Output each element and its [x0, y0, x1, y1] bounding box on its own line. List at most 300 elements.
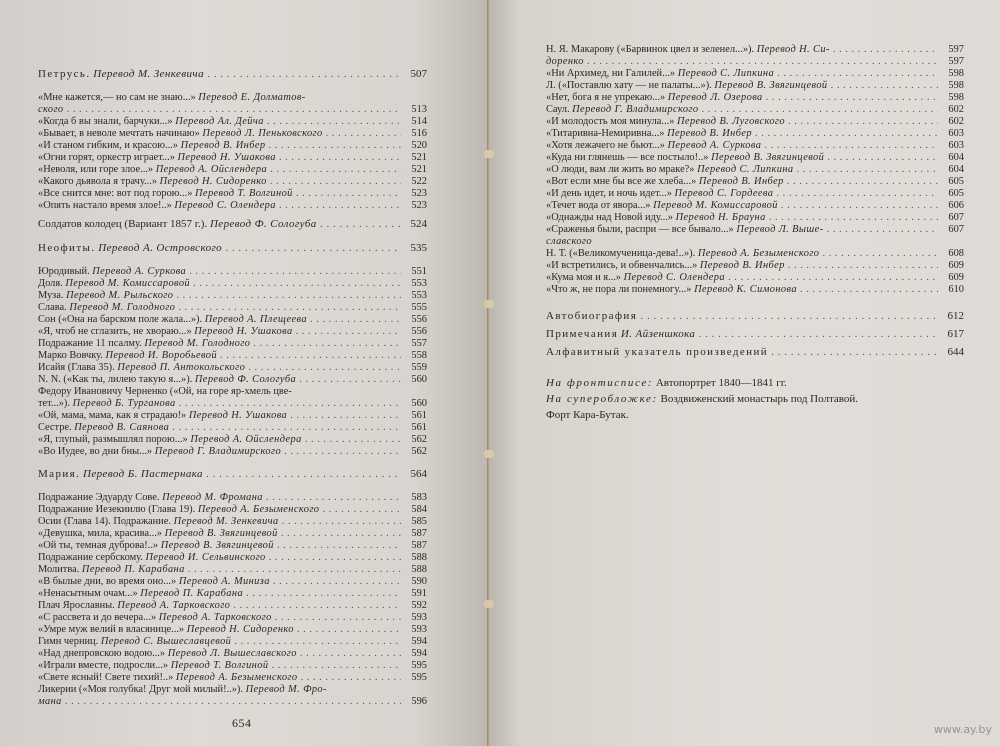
toc-entry	[38, 564, 427, 576]
note-text: Автопортрет 1840—1841 гг.	[655, 377, 787, 389]
entry-translator: Перевод Н. Сидоренко	[186, 624, 294, 635]
entry-page-number: 556	[411, 314, 427, 325]
toc-entry-text	[38, 552, 401, 564]
toc-entry	[546, 44, 964, 56]
toc-entry-text	[38, 386, 401, 398]
toc-entry-text	[38, 350, 401, 362]
toc-entry-text	[38, 636, 401, 648]
toc-entry	[38, 92, 427, 104]
entry-title: N. N. («Как ты, лилею такую я...»).	[38, 374, 193, 385]
toc-entry	[38, 164, 427, 176]
binding-thread	[484, 450, 494, 458]
entry-page-number: 556	[411, 326, 427, 337]
entry-translator: Перевод А. Безыменского	[197, 504, 320, 515]
toc-entry-text	[546, 44, 938, 56]
toc-entry	[38, 422, 427, 434]
entry-translator: Перевод Л. Озерова	[667, 92, 763, 103]
toc-entry-text	[546, 80, 938, 92]
entry-page-number: 553	[411, 278, 427, 289]
entry-page-number: 587	[411, 528, 427, 539]
toc-entry-text	[38, 104, 401, 116]
note-label: На суперобложке:	[546, 393, 658, 405]
entry-page-number: 553	[411, 290, 427, 301]
toc-entry-text	[38, 266, 401, 278]
entry-translator: Перевод М. Комиссаровой	[653, 200, 778, 211]
toc-entry	[38, 278, 427, 290]
entry-title: Подражание 11 псалму.	[38, 338, 142, 349]
toc-entry	[38, 290, 427, 302]
toc-entry-text	[38, 410, 401, 422]
toc-entry-text	[38, 446, 401, 458]
toc-entry-text	[38, 302, 401, 314]
entry-translator: Перевод С. Гордеева	[674, 188, 774, 199]
entry-page-number: 609	[948, 260, 964, 271]
binding-thread	[484, 150, 494, 158]
entry-translator: ского	[38, 104, 64, 115]
entry-page-number: 523	[411, 188, 427, 199]
entry-translator: мана	[38, 696, 62, 707]
entry-translator: Перевод С. Липкина	[697, 164, 794, 175]
entry-page-number: 562	[411, 434, 427, 445]
toc-entry	[38, 446, 427, 458]
toc-entry-text	[546, 260, 938, 272]
entry-page-number: 612	[947, 310, 964, 322]
entry-translator: Перевод В. Луговского	[677, 116, 785, 127]
toc-entry	[546, 104, 964, 116]
toc-entry	[546, 176, 964, 188]
entry-page-number: 602	[948, 116, 964, 127]
entry-title: «Сраженья были, распри — все бывало...»	[546, 224, 734, 235]
toc-entry	[546, 236, 964, 248]
entry-page-number: 602	[948, 104, 964, 115]
toc-entry	[546, 346, 964, 358]
entry-translator: Перевод М. Рыльского	[66, 290, 174, 301]
entry-title: «Девушка, мила, красива...»	[38, 528, 162, 539]
toc-entry-text	[546, 212, 938, 224]
entry-translator: Перевод П. Карабана	[140, 588, 244, 599]
entry-page-number: 644	[947, 346, 964, 358]
toc-entry	[38, 468, 427, 480]
entry-translator: Перевод А. Безыменского	[697, 248, 820, 259]
toc-entry	[38, 218, 427, 230]
toc-entry	[546, 128, 964, 140]
entry-page-number: 588	[411, 564, 427, 575]
toc-entry-text	[546, 310, 938, 322]
entry-title: Мария.	[38, 468, 81, 480]
entry-translator: Перевод С. Олендера	[174, 200, 276, 211]
toc-entry-text	[38, 200, 401, 212]
toc-entry	[38, 140, 427, 152]
toc-entry-text	[38, 92, 401, 104]
entry-page-number: 597	[948, 56, 964, 67]
toc-entry-text	[38, 528, 401, 540]
entry-translator: Перевод А. Безыменского	[175, 672, 298, 683]
toc-entry-text	[546, 176, 938, 188]
entry-title: «И день идет, и ночь идет...»	[546, 188, 672, 199]
entry-translator: Перевод Б. Турганова	[72, 398, 176, 409]
toc-entry	[38, 326, 427, 338]
entry-title: «Мне кажется,— но сам не знаю...»	[38, 92, 196, 103]
entry-title: «Что ж, не пора ли понемногу...»	[546, 284, 692, 295]
entry-page-number: 555	[411, 302, 427, 313]
toc-entry	[546, 56, 964, 68]
right-page	[489, 0, 1000, 746]
entry-translator: Перевод В. Звягинцевой	[711, 152, 825, 163]
entry-translator: Перевод Б. Пастернака	[83, 468, 203, 480]
entry-page-number: 604	[948, 164, 964, 175]
toc-entry-text	[38, 672, 401, 684]
toc-entry-text	[546, 140, 938, 152]
toc-entry-text	[546, 128, 938, 140]
toc-entry	[546, 92, 964, 104]
toc-entry	[38, 624, 427, 636]
entry-translator: Перевод Г. Владимирского	[572, 104, 699, 115]
toc-entry	[546, 284, 964, 296]
entry-page-number: 593	[411, 612, 427, 623]
toc-entry	[38, 588, 427, 600]
entry-title: «С рассвета и до вечера...»	[38, 612, 157, 623]
toc-entry	[38, 504, 427, 516]
entry-title: «Ненасытным очам...»	[38, 588, 138, 599]
entry-page-number: 598	[948, 68, 964, 79]
entry-page-number: 595	[411, 660, 427, 671]
toc-entry-text	[38, 176, 401, 188]
binding-thread	[484, 600, 494, 608]
toc-entry-text	[38, 540, 401, 552]
entry-page-number: 598	[948, 92, 964, 103]
entry-translator: Перевод Н. Брауна	[675, 212, 766, 223]
toc-entry-text	[546, 92, 938, 104]
page-folio: 654	[232, 716, 252, 730]
toc-entry-text	[38, 374, 401, 386]
entry-page-number: 507	[410, 68, 427, 80]
entry-translator: Перевод В. Саянова	[74, 422, 170, 433]
toc-entry	[38, 176, 427, 188]
toc-entry	[546, 328, 964, 340]
watermark: www.ay.by	[933, 723, 992, 736]
illustration-note	[546, 376, 787, 391]
toc-entry-text	[38, 188, 401, 200]
entry-translator: Перевод В. Инбер	[699, 260, 785, 271]
entry-page-number: 596	[411, 696, 427, 707]
entry-page-number: 604	[948, 152, 964, 163]
entry-translator: Перевод В. Звягинцевой	[160, 540, 274, 551]
toc-entry-text	[38, 600, 401, 612]
toc-entry	[38, 68, 427, 80]
toc-entry-text	[546, 346, 938, 358]
entry-title: «И молодость моя минула...»	[546, 116, 675, 127]
entry-page-number: 594	[411, 636, 427, 647]
entry-title: «Титаривна-Немиривна...»	[546, 128, 665, 139]
toc-entry	[38, 362, 427, 374]
toc-entry-text	[38, 326, 401, 338]
toc-entry	[38, 116, 427, 128]
toc-entry	[38, 200, 427, 212]
entry-translator: Перевод М. Фро-	[245, 684, 327, 695]
entry-page-number: 608	[948, 248, 964, 259]
entry-title: Федору Ивановичу Черненко («Ой, на горе яр-хмель цве-	[38, 386, 292, 397]
note-text: Форт Кара-Бутак.	[546, 409, 629, 421]
toc-entry-text	[546, 224, 938, 236]
entry-page-number: 591	[411, 588, 427, 599]
entry-title: Молитва.	[38, 564, 80, 575]
entry-page-number: 607	[948, 224, 964, 235]
entry-translator: Перевод В. Звягинцевой	[164, 528, 278, 539]
entry-title: «Вот если мне бы все же хлеба...»	[546, 176, 697, 187]
note-text: Воздвиженский монастырь под Полтавой.	[660, 393, 859, 405]
entry-page-number: 559	[411, 362, 427, 373]
entry-title: «Играли вместе, подросли...»	[38, 660, 169, 671]
toc-entry	[546, 212, 964, 224]
toc-entry-text	[38, 504, 401, 516]
entry-title: «Свете ясный! Свете тихий!..»	[38, 672, 174, 683]
entry-page-number: 597	[948, 44, 964, 55]
toc-entry-text	[38, 612, 401, 624]
entry-translator: Перевод Н. Ушакова	[177, 152, 276, 163]
entry-translator: Перевод Л. Выше-	[736, 224, 824, 235]
entry-translator: Перевод М. Зенкевича	[173, 516, 279, 527]
entry-translator: Перевод А. Тарковского	[117, 600, 231, 611]
entry-title: «И станом гибким, и красою...»	[38, 140, 178, 151]
toc-entry-text	[546, 272, 938, 284]
entry-page-number: 558	[411, 350, 427, 361]
entry-title: «О люди, вам ли жить во мраке?»	[546, 164, 695, 175]
entry-page-number: 605	[948, 176, 964, 187]
entry-title: Солдатов колодец (Вариант 1857 г.).	[38, 218, 208, 230]
entry-title: «Все снится мне: вот под горою...»	[38, 188, 193, 199]
entry-title: Подражание сербскому.	[38, 552, 143, 563]
entry-title: «Во Иудее, во дни бны...»	[38, 446, 153, 457]
entry-title: Сестре.	[38, 422, 72, 433]
toc-entry	[38, 350, 427, 362]
toc-entry-text	[546, 328, 938, 340]
toc-entry	[38, 612, 427, 624]
note-label: На фронтисписе:	[546, 377, 654, 389]
entry-page-number: 610	[948, 284, 964, 295]
toc-entry	[38, 660, 427, 672]
toc-entry	[546, 116, 964, 128]
toc-entry	[38, 600, 427, 612]
entry-title: Подражание Эдуарду Сове.	[38, 492, 160, 503]
entry-title: Саул.	[546, 104, 570, 115]
entry-page-number: 590	[411, 576, 427, 587]
toc-entry	[546, 200, 964, 212]
toc-entry-text	[38, 434, 401, 446]
entry-title: Н. Т. («Великомученица-дева!..»).	[546, 248, 696, 259]
entry-title: Л. («Поставлю хату — не палаты...»).	[546, 80, 712, 91]
toc-entry-text	[38, 116, 401, 128]
toc-entry	[38, 128, 427, 140]
entry-page-number: 521	[411, 152, 427, 163]
entry-page-number: 523	[411, 200, 427, 211]
entry-title: «Опять настало время злое!..»	[38, 200, 172, 211]
entry-translator: Перевод А. Плещеева	[204, 314, 307, 325]
toc-entry	[546, 272, 964, 284]
toc-entry	[546, 248, 964, 260]
entry-title: «Ни Архимед, ни Галилей...»	[546, 68, 676, 79]
toc-entry-text	[38, 338, 401, 350]
entry-page-number: 560	[411, 398, 427, 409]
entry-title: «Куда ни глянешь — все постыло!..»	[546, 152, 709, 163]
toc-entry-text	[546, 104, 938, 116]
entry-page-number: 522	[411, 176, 427, 187]
toc-entry-text	[38, 290, 401, 302]
entry-title: «Течет вода от явора...»	[546, 200, 651, 211]
entry-page-number: 557	[411, 338, 427, 349]
toc-entry-text	[38, 648, 401, 660]
entry-translator: И. Айзеншкока	[620, 328, 696, 340]
entry-page-number: 585	[411, 516, 427, 527]
toc-entry-text	[38, 516, 401, 528]
toc-entry-text	[38, 242, 401, 254]
entry-translator: Перевод А. Ойслендера	[155, 164, 268, 175]
toc-entry	[546, 260, 964, 272]
toc-entry-text	[38, 576, 401, 588]
toc-entry-text	[546, 284, 938, 296]
entry-title: «Когда б вы знали, барчуки...»	[38, 116, 173, 127]
entry-translator: Перевод М. Фромана	[162, 492, 263, 503]
entry-title: Н. Я. Макарову («Барвинок цвел и зеленел...»).	[546, 44, 755, 55]
entry-title: «Однажды над Новой иду...»	[546, 212, 673, 223]
entry-translator: Перевод А. Островского	[98, 242, 223, 254]
entry-title: Гимн черниц.	[38, 636, 99, 647]
entry-translator: Перевод Л. Вышеславского	[167, 648, 297, 659]
entry-page-number: 606	[948, 200, 964, 211]
entry-title: «Какого дьявола я трачу...»	[38, 176, 158, 187]
entry-title: Примечания	[546, 328, 619, 340]
entry-page-number: 607	[948, 212, 964, 223]
toc-entry-text	[38, 492, 401, 504]
entry-translator: Перевод М. Комиссаровой	[65, 278, 191, 289]
entry-title: «Неволя, или горе злое...»	[38, 164, 154, 175]
toc-entry	[546, 68, 964, 80]
toc-entry-text	[38, 624, 401, 636]
entry-page-number: 514	[411, 116, 427, 127]
toc-entry-text	[546, 116, 938, 128]
toc-entry-text	[546, 164, 938, 176]
entry-title: Алфавитный указатель произведений	[546, 346, 769, 358]
entry-page-number: 535	[410, 242, 427, 254]
toc-entry-text	[38, 128, 401, 140]
toc-entry	[38, 516, 427, 528]
entry-translator: Перевод А. Суркова	[92, 266, 187, 277]
toc-entry	[38, 528, 427, 540]
entry-title: Подражание Иезекиилю (Глава 19).	[38, 504, 196, 515]
toc-entry-text	[38, 314, 401, 326]
entry-page-number: 593	[411, 624, 427, 635]
entry-translator: Перевод И. Сельвинского	[145, 552, 266, 563]
toc-entry-text	[546, 188, 938, 200]
entry-title: Марко Вовчку.	[38, 350, 103, 361]
toc-entry	[38, 696, 427, 708]
entry-page-number: 564	[410, 468, 427, 480]
toc-entry-text	[38, 278, 401, 290]
entry-page-number: 588	[411, 552, 427, 563]
toc-entry-text	[546, 68, 938, 80]
entry-page-number: 562	[411, 446, 427, 457]
entry-page-number: 561	[411, 410, 427, 421]
toc-entry-text	[38, 218, 401, 230]
entry-translator: Перевод П. Антокольского	[117, 362, 246, 373]
toc-entry	[38, 434, 427, 446]
entry-page-number: 551	[411, 266, 427, 277]
entry-title: Сон («Она на барском поле жала...»).	[38, 314, 203, 325]
toc-entry-text	[38, 684, 401, 696]
entry-title: Муза.	[38, 290, 64, 301]
entry-title: «В былые дни, во время оно...»	[38, 576, 177, 587]
entry-title: Ликерии («Моя голубка! Друг мой милый!..»).	[38, 684, 243, 695]
entry-title: «И встретились, и обвенчались...»	[546, 260, 698, 271]
entry-translator: Перевод А. Тарковского	[158, 612, 272, 623]
entry-translator: Перевод С. Олендера	[623, 272, 725, 283]
entry-title: тет...»).	[38, 398, 70, 409]
entry-page-number: 587	[411, 540, 427, 551]
entry-page-number: 516	[411, 128, 427, 139]
entry-page-number: 513	[411, 104, 427, 115]
entry-title: Слава.	[38, 302, 67, 313]
entry-translator: доренко	[546, 56, 584, 67]
entry-translator: Перевод Т. Волгиной	[170, 660, 269, 671]
toc-entry	[38, 152, 427, 164]
entry-translator: Перевод Н. Си-	[756, 44, 830, 55]
entry-title: Исайя (Глава 35).	[38, 362, 115, 373]
toc-entry	[546, 80, 964, 92]
toc-entry	[38, 386, 427, 398]
toc-entry	[38, 302, 427, 314]
toc-entry	[546, 140, 964, 152]
toc-entry	[546, 188, 964, 200]
entry-title: Осии (Глава 14). Подражание.	[38, 516, 171, 527]
entry-page-number: 583	[411, 492, 427, 503]
entry-title: «Ой, мама, мама, как я страдаю!»	[38, 410, 187, 421]
toc-entry-text	[38, 564, 401, 576]
entry-translator: Перевод А. Ойслендера	[190, 434, 302, 445]
entry-title: Доля.	[38, 278, 63, 289]
toc-entry-text	[546, 236, 938, 248]
entry-translator: Перевод Н. Сидоренко	[159, 176, 267, 187]
toc-entry	[546, 310, 964, 322]
entry-title: «Ой ты, темная дуброва!..»	[38, 540, 159, 551]
entry-title: Плач Ярославны.	[38, 600, 115, 611]
entry-page-number: 561	[411, 422, 427, 433]
entry-page-number: 560	[411, 374, 427, 385]
entry-translator: Перевод Л. Пеньковского	[202, 128, 323, 139]
entry-page-number: 594	[411, 648, 427, 659]
toc-entry-text	[38, 164, 401, 176]
entry-translator: Перевод В. Звягинцевой	[714, 80, 828, 91]
toc-entry-text	[546, 248, 938, 260]
entry-page-number: 521	[411, 164, 427, 175]
toc-entry-text	[546, 200, 938, 212]
entry-translator: Перевод А. Суркова	[667, 140, 762, 151]
toc-entry-text	[38, 468, 401, 480]
binding-thread	[484, 300, 494, 308]
entry-page-number: 603	[948, 128, 964, 139]
entry-translator: Перевод Ал. Дейча	[175, 116, 264, 127]
entry-title: Юродивый.	[38, 266, 90, 277]
toc-entry	[546, 224, 964, 236]
entry-page-number: 605	[948, 188, 964, 199]
toc-entry-text	[546, 152, 938, 164]
entry-translator: Перевод Н. Ушакова	[188, 410, 288, 421]
left-page	[0, 0, 487, 746]
toc-entry	[38, 188, 427, 200]
entry-translator: Перевод М. Голодного	[69, 302, 176, 313]
entry-translator: Перевод Ф. Сологуба	[194, 374, 297, 385]
entry-translator: Перевод М. Голодного	[144, 338, 251, 349]
entry-translator: Перевод П. Карабана	[81, 564, 185, 575]
toc-entry	[38, 540, 427, 552]
